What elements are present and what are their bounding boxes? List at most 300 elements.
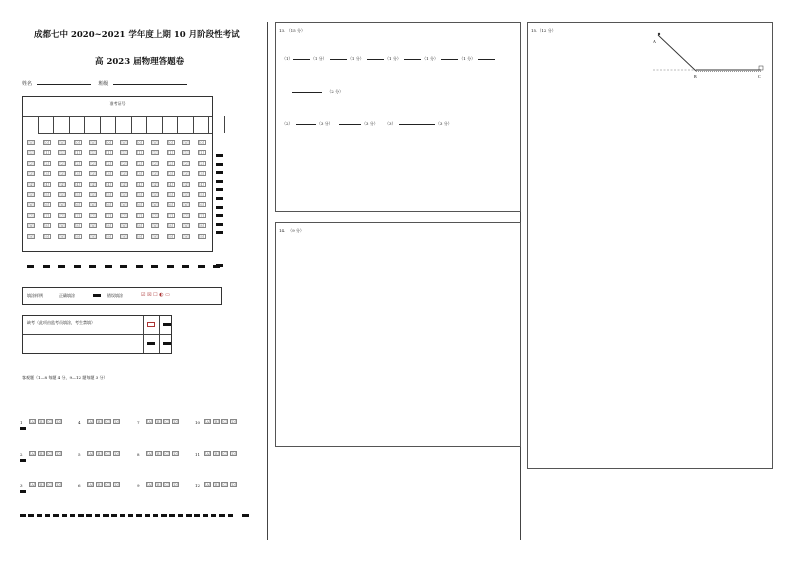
timing-mark	[216, 163, 223, 166]
id-digit-bubble[interactable]: [3]	[199, 172, 204, 177]
id-digit-bubble[interactable]: [1]	[90, 151, 96, 156]
id-digit-bubble[interactable]: [3]	[121, 172, 127, 177]
q13-part2-label: （2）	[282, 121, 293, 126]
id-digit-bubble[interactable]: [8]	[59, 224, 65, 229]
id-digit-bubble[interactable]: [1]	[44, 151, 49, 156]
id-digit-bubble[interactable]: [4]	[152, 182, 158, 187]
timing-mark	[216, 223, 223, 226]
id-digit-bubble[interactable]: [6]	[168, 203, 173, 208]
id-digit-bubble[interactable]: [1]	[168, 151, 173, 156]
id-column-divider	[177, 116, 178, 133]
mcq-option-bubble[interactable]: [C]	[222, 483, 228, 487]
q13-points: （1 分）	[459, 56, 476, 61]
mcq-option-bubble[interactable]: [D]	[55, 483, 62, 487]
id-digit-bubble[interactable]: [2]	[106, 161, 111, 166]
mcq-option-bubble[interactable]: [D]	[230, 420, 237, 424]
id-digit-bubble[interactable]: [5]	[137, 193, 142, 197]
id-digit-bubble[interactable]: [2]	[168, 161, 173, 166]
id-digit-bubble[interactable]: [9]	[137, 234, 142, 239]
id-digit-bubble[interactable]: [9]	[106, 234, 111, 239]
id-digit-bubble[interactable]: [5]	[152, 193, 158, 197]
timing-mark	[20, 427, 26, 430]
id-digit-bubble[interactable]: [1]	[106, 151, 111, 156]
legend-wrong: 错误填涂	[107, 293, 123, 298]
id-digit-bubble[interactable]: [4]	[90, 182, 96, 187]
id-digit-bubble[interactable]: [7]	[44, 213, 49, 218]
id-digit-bubble[interactable]: [0]	[152, 141, 158, 145]
q13-blank[interactable]	[478, 59, 495, 60]
id-digit-bubble[interactable]: [5]	[106, 193, 111, 197]
id-digit-bubble[interactable]: [8]	[28, 224, 34, 229]
id-column-divider	[69, 116, 70, 133]
id-digit-bubble[interactable]: [9]	[44, 234, 49, 239]
mcq-number: 10	[195, 420, 201, 425]
id-digit-bubble[interactable]: [4]	[168, 182, 173, 187]
timing-dash	[153, 514, 159, 517]
id-digit-bubble[interactable]: [2]	[28, 161, 34, 166]
timing-dash	[136, 514, 142, 517]
timing-dash	[37, 514, 43, 517]
mcq-option-bubble[interactable]: [B]	[155, 420, 161, 424]
label-a: A	[653, 39, 656, 44]
mcq-option-bubble[interactable]: [C]	[222, 452, 228, 456]
mcq-option-bubble[interactable]: [A]	[88, 420, 94, 424]
id-digit-bubble[interactable]: [4]	[106, 182, 111, 187]
q13-heading: 13. （15 分）	[279, 28, 305, 33]
id-digit-bubble[interactable]: [7]	[106, 213, 111, 218]
q14-answer-box[interactable]	[275, 222, 521, 447]
q13-blank[interactable]	[292, 92, 322, 93]
q13-blank[interactable]	[404, 59, 421, 60]
id-digit-bubble[interactable]: [4]	[183, 182, 189, 187]
id-digit-bubble[interactable]: [6]	[75, 203, 80, 208]
id-digit-bubble[interactable]: [2]	[59, 161, 65, 166]
timing-dash	[182, 265, 189, 268]
mcq-option-bubble[interactable]: [A]	[30, 483, 36, 487]
mcq-number: 2	[20, 452, 23, 457]
timing-mark	[216, 154, 223, 157]
mcq-option-bubble[interactable]: [B]	[38, 483, 44, 487]
id-digit-bubble[interactable]: [0]	[183, 141, 189, 145]
mcq-option-bubble[interactable]: [C]	[105, 420, 111, 424]
id-digit-bubble[interactable]: [0]	[168, 141, 173, 145]
timing-dash	[43, 265, 50, 268]
timing-mark	[20, 490, 26, 493]
id-digit-bubble[interactable]: [4]	[199, 182, 204, 187]
id-digit-bubble[interactable]: [2]	[44, 161, 49, 166]
id-digit-bubble[interactable]: [6]	[44, 203, 49, 208]
mcq-option-bubble[interactable]: [D]	[55, 420, 62, 424]
mcq-option-bubble[interactable]: [A]	[88, 483, 94, 487]
mcq-option-bubble[interactable]: [D]	[55, 452, 62, 456]
mcq-option-bubble[interactable]: [C]	[47, 452, 53, 456]
mcq-option-bubble[interactable]: [D]	[113, 452, 120, 456]
id-digit-bubble[interactable]: [9]	[183, 234, 189, 239]
id-digit-bubble[interactable]: [8]	[44, 224, 49, 229]
mcq-option-bubble[interactable]: [D]	[230, 452, 237, 456]
id-digit-bubble[interactable]: [9]	[59, 234, 65, 239]
point-a-dot	[658, 33, 660, 35]
mcq-option-bubble[interactable]: [A]	[147, 420, 153, 424]
mcq-option-bubble[interactable]: [B]	[213, 420, 219, 424]
id-digit-bubble[interactable]: [4]	[44, 182, 49, 187]
mcq-option-bubble[interactable]: [C]	[47, 483, 53, 487]
mcq-option-bubble[interactable]: [C]	[164, 420, 170, 424]
q13-blank[interactable]	[330, 59, 347, 60]
timing-dash	[120, 265, 127, 268]
timing-mark	[216, 231, 223, 234]
id-digit-bubble[interactable]: [0]	[121, 141, 127, 145]
timing-dash	[128, 514, 134, 517]
id-digit-bubble[interactable]: [5]	[121, 193, 127, 197]
id-digit-bubble[interactable]: [9]	[168, 234, 173, 239]
timing-dash	[103, 514, 109, 517]
block-c	[759, 66, 763, 70]
mcq-option-bubble[interactable]: [B]	[38, 452, 44, 456]
id-digit-bubble[interactable]: [9]	[28, 234, 34, 239]
timing-dash	[86, 514, 92, 517]
id-column-divider	[38, 116, 39, 133]
mcq-option-bubble[interactable]: [A]	[88, 452, 94, 456]
mcq-option-bubble[interactable]: [A]	[205, 483, 211, 487]
id-digit-bubble[interactable]: [4]	[137, 182, 142, 187]
mcq-option-bubble[interactable]: [B]	[96, 420, 102, 424]
id-digit-bubble[interactable]: [7]	[28, 213, 34, 218]
id-digit-bubble[interactable]: [1]	[183, 151, 189, 156]
id-digit-bubble[interactable]: [6]	[183, 203, 189, 208]
id-digit-bubble[interactable]: [3]	[137, 172, 142, 177]
id-digit-bubble[interactable]: [5]	[168, 193, 173, 197]
id-digit-bubble[interactable]: [3]	[183, 172, 189, 177]
id-column-divider	[224, 116, 225, 133]
timing-dash	[216, 264, 223, 267]
absent-timing-mark	[163, 323, 171, 326]
id-digit-bubble[interactable]: [4]	[75, 182, 80, 187]
id-digit-bubble[interactable]: [0]	[199, 141, 204, 145]
id-digit-bubble[interactable]: [7]	[183, 213, 189, 218]
id-digit-bubble[interactable]: [3]	[168, 172, 173, 177]
q14-heading: 14．（9 分）	[279, 228, 304, 233]
mcq-option-bubble[interactable]: [C]	[105, 452, 111, 456]
wrong-mark-samples: ☑ ☒ ☐ ◐ ▭	[141, 292, 170, 298]
mcq-number: 1	[20, 420, 23, 425]
mcq-heading: 客观题（1—8 每题 4 分，9—12 题每题 3 分）	[22, 375, 108, 380]
mcq-option-bubble[interactable]: [C]	[105, 483, 111, 487]
timing-dash	[45, 514, 51, 517]
q15-diagram	[528, 23, 774, 103]
id-digit-bubble[interactable]: [2]	[90, 161, 96, 166]
mcq-option-bubble[interactable]: [C]	[164, 483, 170, 487]
id-digit-bubble[interactable]: [0]	[137, 141, 142, 145]
mcq-option-bubble[interactable]: [C]	[164, 452, 170, 456]
q13-blank[interactable]	[339, 124, 361, 125]
q13-points: （1 分）	[385, 56, 401, 61]
id-digit-bubble[interactable]: [5]	[44, 193, 49, 197]
q13-points: （3 分）	[316, 121, 333, 126]
id-digit-bubble[interactable]: [1]	[59, 151, 65, 156]
absent-timing-mark	[147, 342, 155, 345]
absent-box	[22, 315, 172, 354]
id-digit-bubble[interactable]: [6]	[152, 203, 158, 208]
id-digit-bubble[interactable]: [1]	[152, 151, 158, 156]
id-column-divider	[115, 116, 116, 133]
id-digit-bubble[interactable]: [7]	[199, 213, 204, 218]
timing-dash	[111, 514, 117, 517]
mcq-number: 3	[20, 483, 23, 488]
id-digit-bubble[interactable]: [5]	[75, 193, 80, 197]
mcq-option-bubble[interactable]: [B]	[213, 452, 219, 456]
id-column-divider	[100, 116, 101, 133]
correct-mark-sample	[93, 294, 101, 297]
legend-label: 填涂样例	[27, 293, 43, 298]
id-digit-bubble[interactable]: [7]	[137, 213, 142, 218]
id-digit-bubble[interactable]: [3]	[59, 172, 65, 177]
id-digit-bubble[interactable]: [6]	[106, 203, 111, 208]
q13-blank[interactable]	[399, 124, 435, 125]
id-digit-bubble[interactable]: [7]	[152, 213, 158, 218]
id-digit-bubble[interactable]: [8]	[106, 224, 111, 229]
mcq-option-bubble[interactable]: [A]	[147, 483, 153, 487]
id-digit-bubble[interactable]: [1]	[28, 151, 34, 156]
sheet-title: 高 2023 届物理答题卷	[95, 57, 185, 67]
id-digit-bubble[interactable]: [4]	[59, 182, 65, 187]
timing-dash	[186, 514, 192, 517]
id-digit-bubble[interactable]: [5]	[199, 193, 204, 197]
mcq-number: 6	[78, 483, 81, 488]
timing-dash	[167, 265, 174, 268]
id-digit-bubble[interactable]: [0]	[44, 141, 49, 145]
timing-dash	[89, 265, 96, 268]
id-digit-bubble[interactable]: [6]	[59, 203, 65, 208]
id-digit-bubble[interactable]: [8]	[137, 224, 142, 229]
timing-mark	[216, 206, 223, 209]
mcq-option-bubble[interactable]: [C]	[222, 420, 228, 424]
mcq-option-bubble[interactable]: [B]	[155, 483, 161, 487]
incline-line	[658, 35, 696, 71]
id-column-divider	[131, 116, 132, 133]
id-digit-bubble[interactable]: [2]	[199, 161, 204, 166]
column-divider	[267, 22, 268, 540]
absent-label: 缺考（此项由监考员填涂，考生禁填）	[27, 320, 95, 325]
name-label: 姓名	[22, 81, 33, 87]
mcq-number: 12	[195, 483, 201, 488]
id-digit-bubble[interactable]: [2]	[137, 161, 142, 166]
id-digit-bubble[interactable]: [8]	[75, 224, 80, 229]
q13-part3-label: （3）	[385, 121, 396, 126]
id-digit-bubble[interactable]: [0]	[28, 141, 34, 145]
id-digit-bubble[interactable]: [4]	[28, 182, 34, 187]
id-digit-bubble[interactable]: [2]	[121, 161, 127, 166]
mcq-option-bubble[interactable]: [D]	[172, 452, 179, 456]
id-digit-bubble[interactable]: [1]	[199, 151, 204, 156]
id-digit-bubble[interactable]: [0]	[90, 141, 96, 145]
timing-dash	[95, 514, 101, 517]
exam-id-label: 准考证号	[109, 101, 126, 106]
mcq-option-bubble[interactable]: [B]	[96, 452, 102, 456]
id-digit-bubble[interactable]: [7]	[90, 213, 96, 218]
id-digit-bubble[interactable]: [5]	[90, 193, 96, 197]
id-digit-bubble[interactable]: [3]	[28, 172, 34, 177]
q13-blank[interactable]	[293, 59, 310, 60]
timing-dash	[78, 514, 84, 517]
mcq-option-bubble[interactable]: [D]	[172, 420, 179, 424]
q13-blank[interactable]	[296, 124, 316, 125]
mcq-number: 5	[78, 452, 81, 457]
id-digit-bubble[interactable]: [6]	[199, 203, 204, 208]
id-digit-bubble[interactable]: [9]	[199, 234, 204, 239]
id-digit-bubble[interactable]: [7]	[168, 213, 173, 218]
id-column-divider	[208, 116, 209, 133]
timing-dash	[74, 265, 81, 268]
mcq-option-bubble[interactable]: [B]	[38, 420, 44, 424]
mcq-option-bubble[interactable]: [B]	[213, 483, 219, 487]
id-digit-bubble[interactable]: [9]	[75, 234, 80, 239]
timing-dash	[219, 514, 225, 517]
timing-dash	[28, 514, 34, 517]
timing-dash	[27, 265, 34, 268]
timing-dash	[151, 265, 158, 268]
mcq-option-bubble[interactable]: [D]	[113, 483, 120, 487]
id-digit-bubble[interactable]: [8]	[183, 224, 189, 229]
id-digit-bubble[interactable]: [4]	[121, 182, 127, 187]
id-digit-bubble[interactable]: [8]	[199, 224, 204, 229]
q13-points: （3 分）	[435, 121, 452, 126]
mcq-number: 9	[137, 483, 140, 488]
mcq-option-bubble[interactable]: [D]	[113, 420, 120, 424]
timing-mark	[216, 188, 223, 191]
exam-title: 成都七中 2020~2021 学年度上期 10 月阶段性考试	[34, 30, 240, 40]
id-digit-bubble[interactable]: [9]	[90, 234, 96, 239]
timing-mark	[216, 171, 223, 174]
timing-dash	[178, 514, 184, 517]
mcq-option-bubble[interactable]: [A]	[205, 452, 211, 456]
id-digit-bubble[interactable]: [3]	[152, 172, 158, 177]
id-digit-bubble[interactable]: [7]	[75, 213, 80, 218]
mcq-option-bubble[interactable]: [B]	[96, 483, 102, 487]
q13-answer-box[interactable]	[275, 22, 521, 212]
id-column-divider	[162, 116, 163, 133]
q13-row2	[292, 89, 343, 95]
id-digit-bubble[interactable]: [9]	[152, 234, 158, 239]
q13-blank[interactable]	[441, 59, 458, 60]
timing-dash	[169, 514, 175, 517]
mcq-option-bubble[interactable]: [A]	[147, 452, 153, 456]
timing-dash	[58, 265, 65, 268]
timing-dash	[194, 514, 200, 517]
id-digit-bubble[interactable]: [1]	[137, 151, 142, 156]
id-digit-bubble[interactable]: [1]	[121, 151, 127, 156]
q13-points: （3 分）	[361, 121, 378, 126]
id-digit-bubble[interactable]: [6]	[28, 203, 34, 208]
id-column-divider	[53, 116, 54, 133]
absent-timing-mark	[163, 342, 171, 345]
id-digit-bubble[interactable]: [2]	[152, 161, 158, 166]
id-digit-bubble[interactable]: [5]	[59, 193, 65, 197]
id-digit-bubble[interactable]: [6]	[137, 203, 142, 208]
timing-mark	[216, 180, 223, 183]
mcq-option-bubble[interactable]: [A]	[30, 420, 36, 424]
timing-dash	[62, 514, 68, 517]
id-digit-bubble[interactable]: [9]	[121, 234, 127, 239]
absent-bubble[interactable]	[147, 322, 155, 327]
mcq-option-bubble[interactable]: [A]	[30, 452, 36, 456]
mcq-number: 4	[78, 420, 81, 425]
id-digit-bubble[interactable]: [8]	[168, 224, 173, 229]
mcq-option-bubble[interactable]: [A]	[205, 420, 211, 424]
name-field-row	[22, 80, 187, 87]
timing-dash	[161, 514, 167, 517]
mcq-option-bubble[interactable]: [D]	[230, 483, 237, 487]
id-column-divider	[84, 116, 85, 133]
id-digit-bubble[interactable]: [1]	[75, 151, 80, 156]
id-digit-bubble[interactable]: [2]	[183, 161, 189, 166]
q15-answer-box[interactable]	[527, 22, 773, 469]
id-digit-bubble[interactable]: [0]	[106, 141, 111, 145]
q13-points: （2 分）	[327, 89, 344, 94]
timing-dash	[53, 514, 59, 517]
id-digit-bubble[interactable]: [3]	[90, 172, 96, 177]
id-digit-bubble[interactable]: [0]	[59, 141, 65, 145]
id-column-divider	[146, 116, 147, 133]
id-digit-bubble[interactable]: [6]	[121, 203, 127, 208]
name-input-line[interactable]	[37, 84, 91, 85]
q13-blank[interactable]	[367, 59, 384, 60]
q13-row3	[282, 121, 452, 127]
timing-dash	[20, 514, 26, 517]
q15-heading: 15.（12 分）	[531, 28, 556, 33]
mcq-option-bubble[interactable]: [B]	[155, 452, 161, 456]
id-digit-bubble[interactable]: [5]	[183, 193, 189, 197]
id-digit-bubble[interactable]: [5]	[28, 193, 34, 197]
mcq-number: 11	[195, 452, 201, 457]
timing-dash	[242, 514, 249, 517]
mcq-option-bubble[interactable]: [D]	[172, 483, 179, 487]
mcq-option-bubble[interactable]: [C]	[47, 420, 53, 424]
label-b: B	[694, 74, 697, 79]
q13-part1-label: （1）	[282, 56, 293, 61]
id-digit-bubble[interactable]: [0]	[75, 141, 80, 145]
id-digit-bubble[interactable]: [8]	[90, 224, 96, 229]
id-digit-bubble[interactable]: [3]	[75, 172, 80, 177]
id-digit-bubble[interactable]: [2]	[75, 161, 80, 166]
timing-dash	[70, 514, 76, 517]
timing-dash	[228, 514, 234, 517]
exam-id-box	[22, 96, 213, 252]
mcq-number: 8	[137, 452, 140, 457]
id-digit-bubble[interactable]: [7]	[121, 213, 127, 218]
id-column-divider	[193, 116, 194, 133]
timing-mark	[20, 459, 26, 462]
timing-dash	[203, 514, 209, 517]
q13-points: （1 分）	[310, 56, 327, 61]
id-digit-bubble[interactable]: [8]	[121, 224, 127, 229]
id-digit-bubble[interactable]: [3]	[106, 172, 111, 177]
q13-row1	[282, 56, 495, 62]
mcq-number: 7	[137, 420, 140, 425]
timing-dash	[198, 265, 205, 268]
legend-correct: 正确填涂	[59, 293, 75, 298]
id-digit-bubble[interactable]: [6]	[90, 203, 96, 208]
id-digit-bubble[interactable]: [8]	[152, 224, 158, 229]
timing-mark	[216, 197, 223, 200]
q13-points: （1 分）	[422, 56, 438, 61]
id-digit-bubble[interactable]: [7]	[59, 213, 65, 218]
id-digit-bubble[interactable]: [3]	[44, 172, 49, 177]
timing-mark	[216, 214, 223, 217]
q13-points: （1 分）	[347, 56, 364, 61]
class-input-line[interactable]	[113, 84, 187, 85]
class-label: 班级	[98, 81, 109, 87]
